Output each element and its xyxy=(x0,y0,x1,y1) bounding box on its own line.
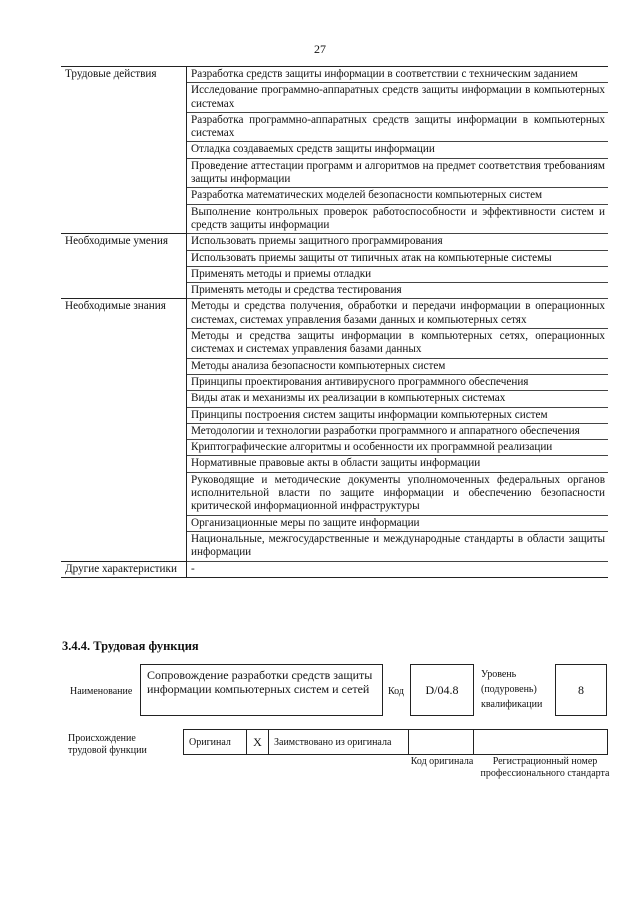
requirement-item: Организационные меры по защите информации xyxy=(187,515,609,531)
requirement-item: Криптографические алгоритмы и особенности их программной реализации xyxy=(187,440,609,456)
table-row xyxy=(61,299,608,329)
borrowed-label: Заимствовано из оригинала xyxy=(269,730,409,754)
requirement-item: Виды атак и механизмы их реализации в компьютерных системах xyxy=(187,391,609,407)
requirement-item: Использовать приемы защитного программирования xyxy=(187,234,609,250)
reg-number-caption: Регистрационный номер профессионального стандарта xyxy=(480,756,610,779)
requirement-item: Разработка средств защиты информации в соответствии с техническим заданием xyxy=(187,67,609,83)
row-label: Необходимые знания xyxy=(61,299,187,561)
requirement-item: Отладка создаваемых средств защиты информации xyxy=(187,142,609,158)
requirements-table xyxy=(61,66,608,578)
requirement-item: Национальные, межгосударственные и международные стандарты в области защиты информации xyxy=(187,531,609,561)
row-label: Другие характеристики xyxy=(61,561,187,577)
requirement-item: Методологии и технологии разработки программного и аппаратного обеспечения xyxy=(187,423,609,439)
name-field: Сопровождение разработки средств защиты информации компьютерных систем и сетей xyxy=(140,664,383,716)
origin-label: Происхождение трудовой функции xyxy=(68,733,147,756)
row-label: Трудовые действия xyxy=(61,67,187,234)
requirement-item: Использовать приемы защиты от типичных атак на компьютерные системы xyxy=(187,250,609,266)
table-row xyxy=(61,67,608,83)
requirement-item: Исследование программно-аппаратных средств защиты информации в компьютерных системах xyxy=(187,83,609,113)
requirement-item: - xyxy=(187,561,609,577)
requirement-item: Принципы построения систем защиты информации компьютерных систем xyxy=(187,407,609,423)
code-field: D/04.8 xyxy=(410,664,474,716)
reg-number-cell xyxy=(474,730,607,754)
code-label: Код xyxy=(388,686,404,697)
table-row xyxy=(61,561,608,577)
requirement-item: Применять методы и приемы отладки xyxy=(187,266,609,282)
orig-code-cell xyxy=(409,730,474,754)
requirement-item: Применять методы и средства тестирования xyxy=(187,283,609,299)
origin-table xyxy=(183,729,608,755)
level-label: Уровень (подуровень) квалификации xyxy=(481,669,543,710)
table-row xyxy=(61,234,608,250)
row-label: Необходимые умения xyxy=(61,234,187,299)
requirement-item: Руководящие и методические документы уполномоченных федеральных органов исполнительной власти по защите информации и обеспечению безопасности критической информационной инфраструктуры xyxy=(187,472,609,515)
requirement-item: Методы и средства получения, обработки и передачи информации в операционных системах, системах управления базами данных и компьютерных сетях xyxy=(187,299,609,329)
name-label: Наименование xyxy=(70,686,133,697)
requirement-item: Методы анализа безопасности компьютерных систем xyxy=(187,358,609,374)
requirement-item: Методы и средства защиты информации в компьютерных сетях, операционных системах и системах управления базами данных xyxy=(187,329,609,359)
page-number: 27 xyxy=(314,42,326,56)
requirement-item: Разработка математических моделей безопасности компьютерных систем xyxy=(187,188,609,204)
requirement-item: Выполнение контрольных проверок работоспособности и эффективности систем и средств защиты информации xyxy=(187,204,609,234)
requirement-item: Принципы проектирования антивирусного программного обеспечения xyxy=(187,374,609,390)
requirement-item: Разработка программно-аппаратных средств защиты информации в компьютерных системах xyxy=(187,112,609,142)
section-title: 3.4.4. Трудовая функция xyxy=(62,639,199,653)
requirement-item: Проведение аттестации программ и алгоритмов на предмет соответствия требованиям защиты информации xyxy=(187,158,609,188)
original-label: Оригинал xyxy=(184,730,247,754)
level-field: 8 xyxy=(555,664,607,716)
orig-code-caption: Код оригинала xyxy=(410,756,474,767)
original-mark: X xyxy=(247,730,269,754)
requirement-item: Нормативные правовые акты в области защиты информации xyxy=(187,456,609,472)
